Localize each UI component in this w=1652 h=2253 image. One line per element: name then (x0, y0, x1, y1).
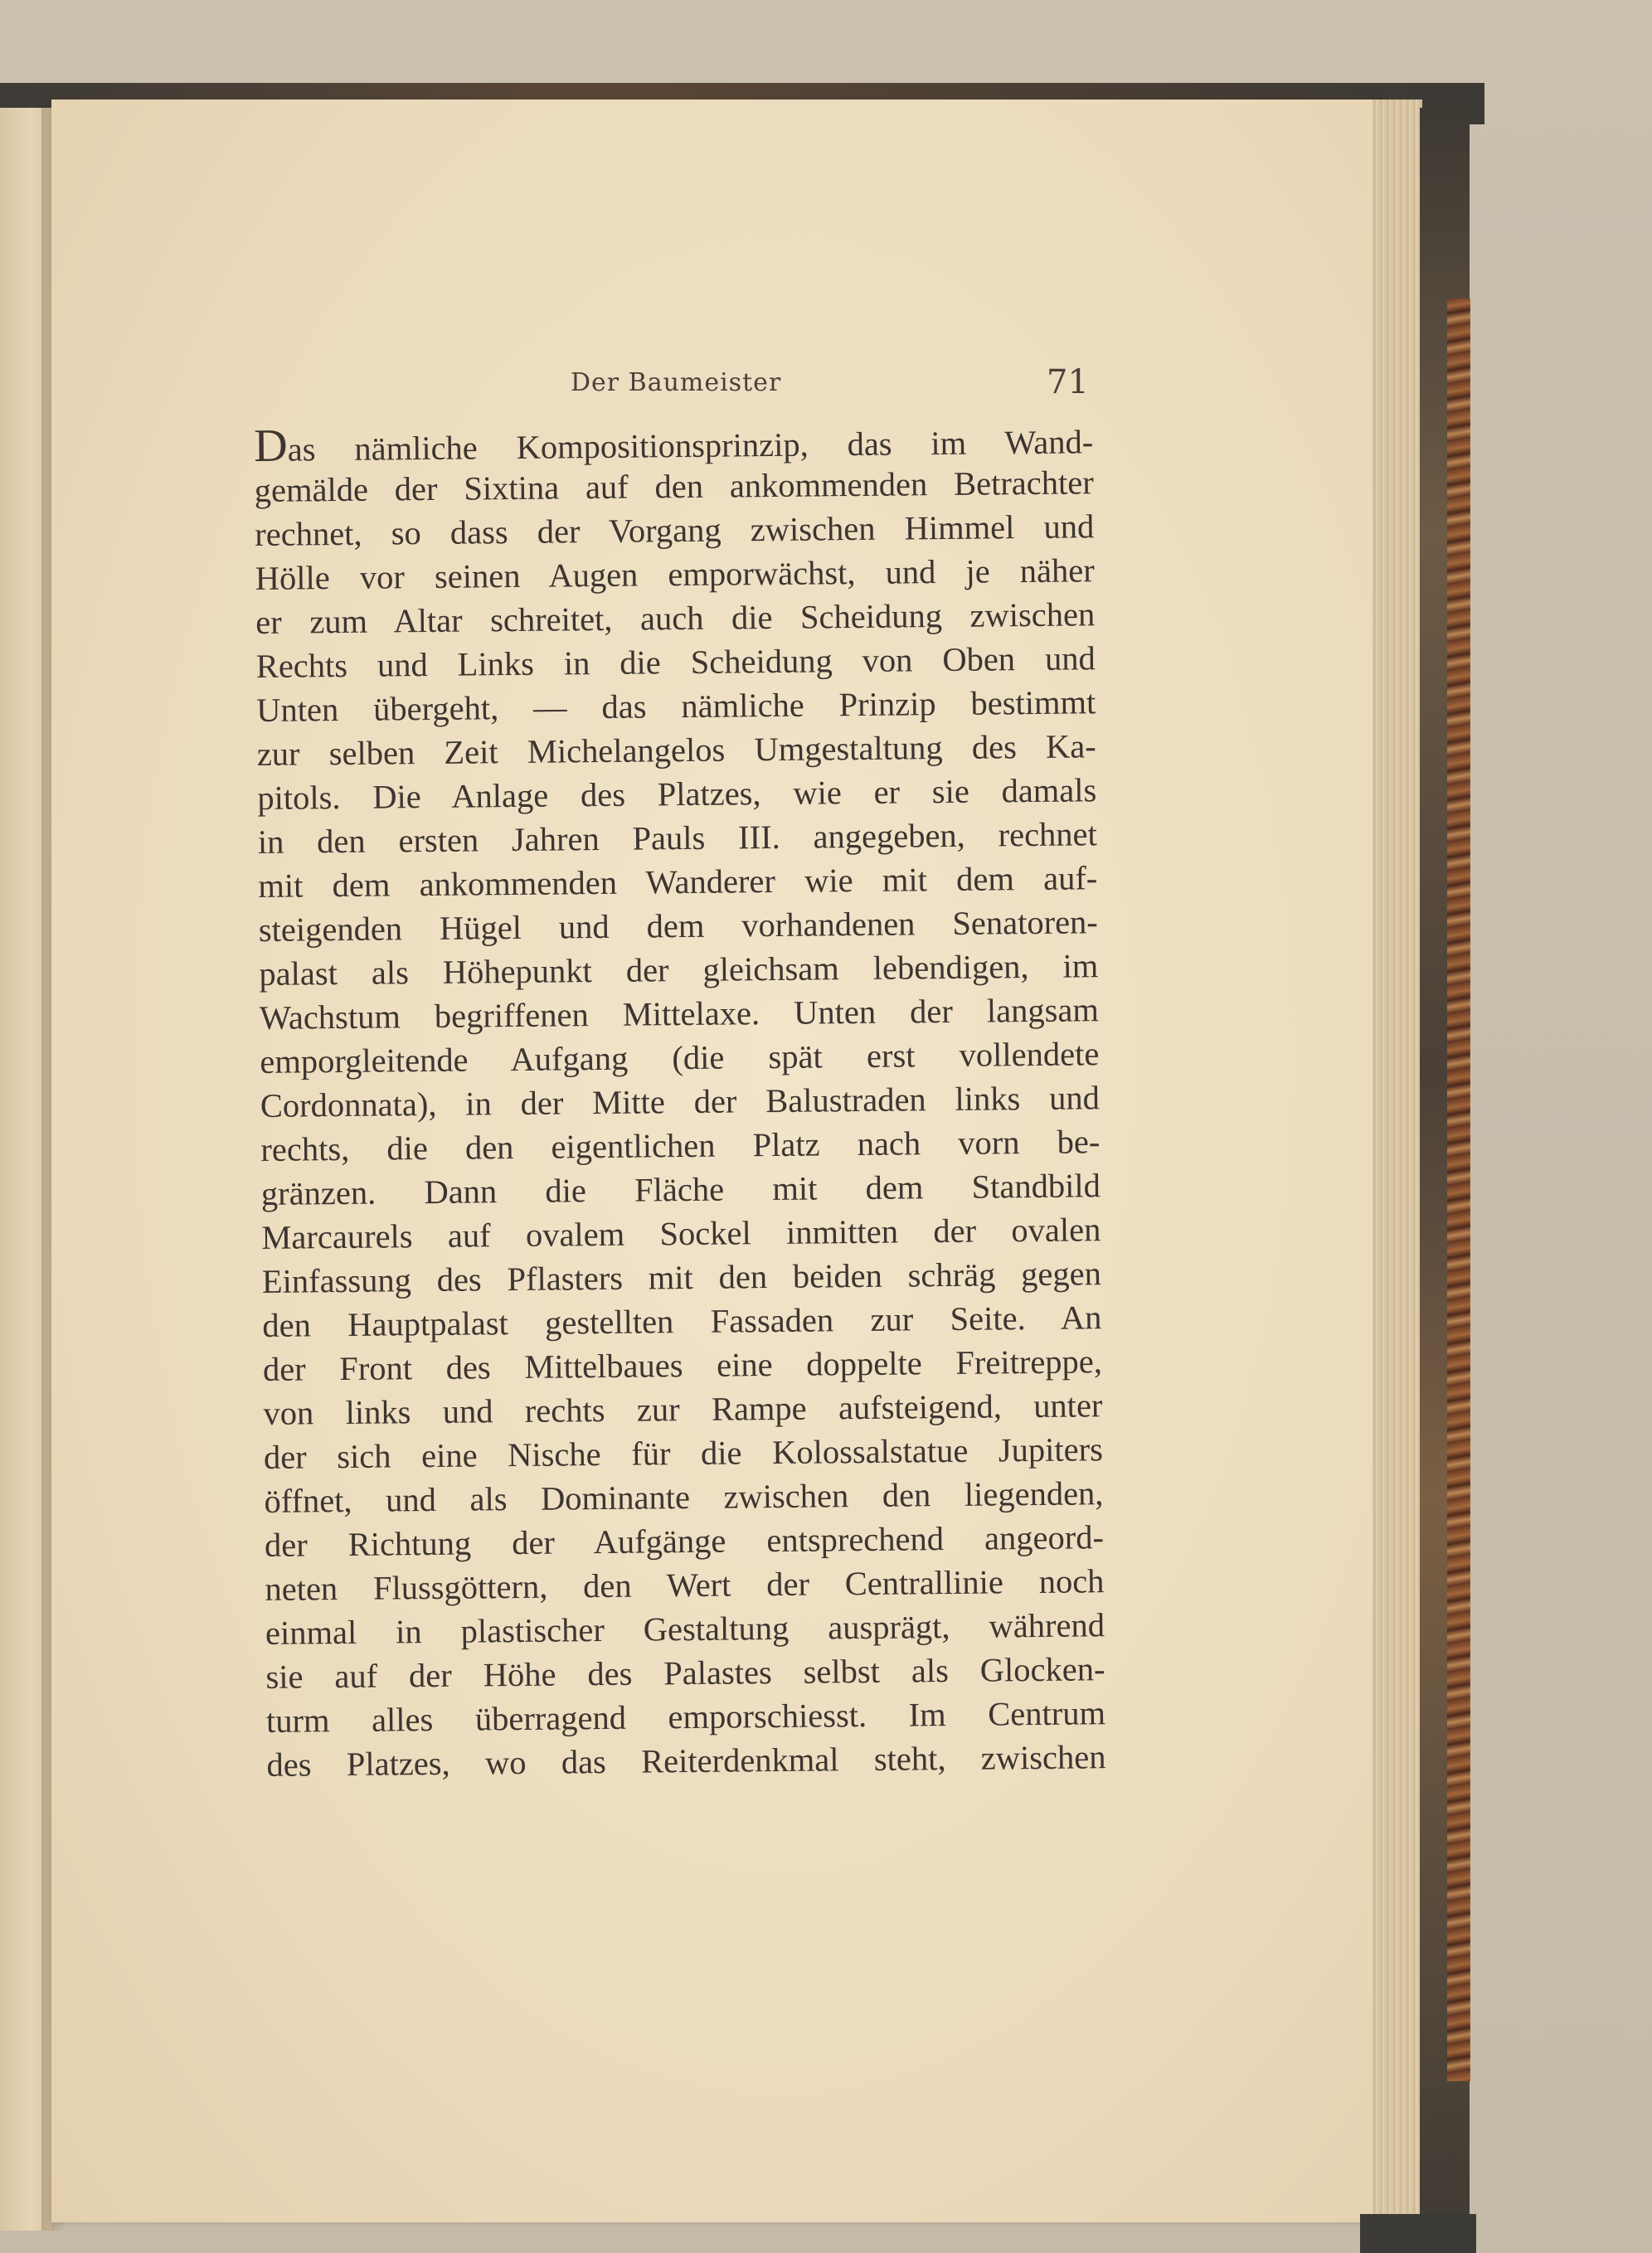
text-line: Rechts und Links in die Scheidung von Oben und (255, 639, 1096, 685)
text-line: Cordonnata), in der Mitte der Balustraden links und (260, 1079, 1101, 1124)
text-line: gränzen. Dann die Fläche mit dem Standbild (260, 1167, 1101, 1212)
text-line: Wachstum begriffenen Mittelaxe. Unten der langsam (259, 991, 1100, 1037)
text-line: Marcaurels auf ovalem Sockel inmitten der ovalen (261, 1211, 1101, 1256)
text-line (253, 416, 1094, 472)
text-line: Hölle vor seinen Augen emporwächst, und je näher (255, 551, 1095, 597)
first-line-text: as nämliche Kompositionsprinzip, das im Wand- (287, 423, 1094, 469)
page-block-edges (1373, 100, 1422, 2222)
text-line: gemälde der Sixtina auf den ankommenden Betrachter (254, 464, 1094, 509)
text-line: von links und rechts zur Rampe aufsteigend, unter (263, 1386, 1103, 1432)
text-line: den Hauptpalast gestellten Fassaden zur Seite. An (262, 1299, 1102, 1344)
text-line: mit dem ankommenden Wanderer wie mit dem auf- (258, 859, 1098, 905)
text-line: in den ersten Jahren Pauls III. angegeben, rechnet (257, 815, 1098, 861)
text-line: des Platzes, wo das Reiterdenkmal steht, zwischen (266, 1738, 1106, 1784)
text-line: einmal in plastischer Gestaltung ausprägt, während (265, 1606, 1105, 1652)
text-line: der sich eine Nische für die Kolossalstatue Jupiters (263, 1430, 1104, 1476)
text-line: öffnet, und als Dominante zwischen den liegenden, (264, 1474, 1104, 1520)
book-cover-bottom-corner (1360, 2214, 1476, 2253)
text-line: rechnet, so dass der Vorgang zwischen Himmel und (255, 507, 1095, 553)
text-line: der Richtung der Aufgänge entsprechend angeord- (264, 1518, 1105, 1564)
text-line: palast als Höhepunkt der gleichsam lebendigen, im (259, 947, 1099, 993)
text-line: sie auf der Höhe des Palastes selbst als Glocken- (265, 1650, 1105, 1696)
text-line: emporgleitende Aufgang (die spät erst vollendete (260, 1035, 1100, 1080)
page-number: 71 (1047, 363, 1089, 401)
text-line: pitols. Die Anlage des Platzes, wie er sie damals (257, 771, 1097, 817)
text-line: neten Flussgöttern, den Wert der Centrallinie noch (265, 1562, 1105, 1608)
text-line: Einfassung des Pflasters mit den beiden schräg gegen (261, 1255, 1102, 1300)
marbled-board (1447, 299, 1470, 2081)
text-line: rechts, die den eigentlichen Platz nach vorn be- (260, 1123, 1101, 1168)
running-head: Der Baumeister (571, 368, 782, 397)
text-line: der Front des Mittelbaues eine doppelte Freitreppe, (262, 1343, 1103, 1388)
text-line: er zum Altar schreitet, auch die Scheidung zwischen (255, 595, 1096, 641)
text-line: Unten übergeht, — das nämliche Prinzip bestimmt (256, 683, 1096, 729)
text-line: steigenden Hügel und dem vorhandenen Senatoren- (258, 903, 1099, 949)
text-line: turm alles überragend emporschiesst. Im Centrum (265, 1694, 1106, 1740)
drop-cap: D (253, 420, 288, 472)
text-line: zur selben Zeit Michelangelos Umgestaltung des Ka- (256, 727, 1096, 773)
body-text (254, 416, 1106, 1787)
